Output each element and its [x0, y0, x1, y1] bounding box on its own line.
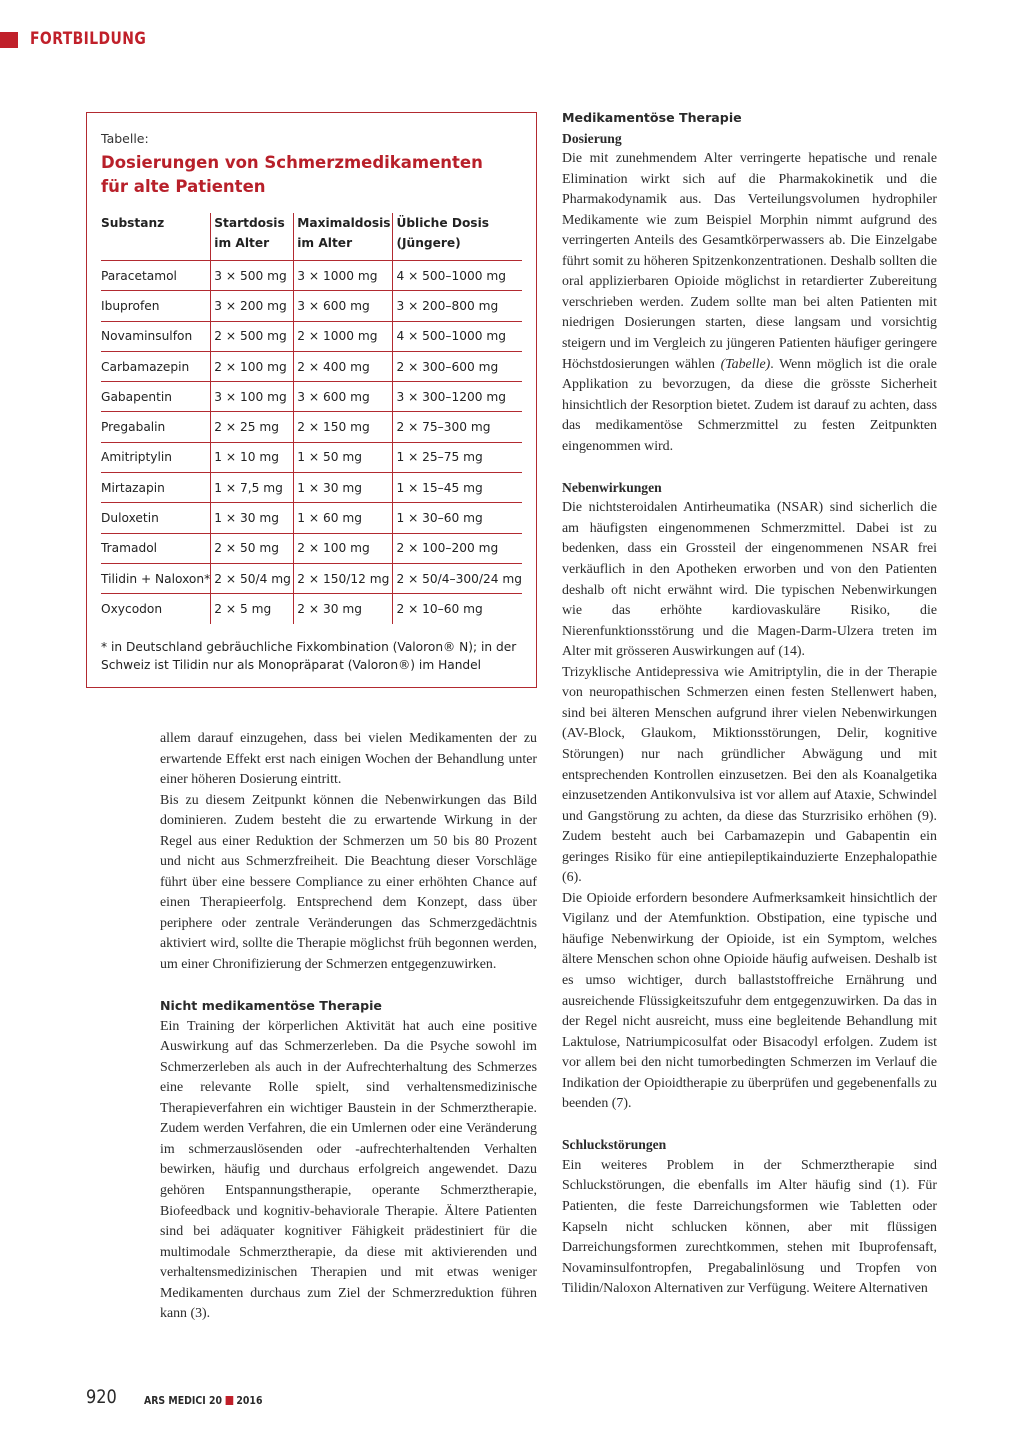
- paragraph: Trizyklische Antidepressiva wie Amitriptylin, die in der Therapie von neuropathischen Schmerzen einen festen Stellenwert haben, sind bei älteren Menschen aufgrund ihrer vielen Nebenwirkungen (AV-Block, Glaukom, Miktionsstörungen, Delir, kognitive Störungen) nur nach gründlicher Abwägung und mit entsprechenden Kontrollen einzusetzen. Bei den als Koanalgetika einzusetzenden Antikonvulsiva ist vor allem auf Ataxie, Schwindel und Gangstörung zu achten, da diese das Sturzrisiko erhöhen (9). Zudem besteht auch bei Carbamazepin und Gabapentin ein geringes Risiko für eine antiepileptikainduzierte Enzephalopathie (6).: [562, 664, 937, 886]
- left-text-column: [160, 729, 537, 1325]
- cell-substanz: Amitriptylin: [101, 442, 211, 472]
- paragraph: Die mit zunehmendem Alter verringerte hepatische und renale Elimination wirkt sich auf die Pharmakokinetik und die Pharmakodynamik aus. Das Verteilungsvolumen hydrophiler Medikamente wie zum Beispiel Morphin nimmt aufgrund des verringerten Anteils des Gesamtkörperwassers ab. Die Einzelgabe führt somit zu höheren Spitzenkonzentrationen. Deshalb sollten die oral applizierbaren Opioide möglichst in retardierter Zubereitung verschrieben werden. Zudem sollte man bei alten Patienten mit niedrigen Dosierungen starten, diese langsam und vorsichtig steigern und im Vergleich zu jüngeren Patienten häufiger geringere Höchstdosierungen wählen (Tabelle). Wenn möglich ist die orale Applikation zu bevorzugen, da diese die grösste Sicherheit hinsichtlich der Resorption bietet. Zudem ist darauf zu achten, dass das medikamentöse Schmerzmittel zu festen Zeitpunkten eingenommen wird.: [562, 151, 937, 454]
- table-footnote: * in Deutschland gebräuchliche Fixkombination (Valoron® N); in der Schweiz ist Tilidin nur als Monopräparat (Valoron®) im Handel: [101, 640, 517, 673]
- cell-startdosis: 1 × 30 mg: [211, 503, 294, 533]
- cell-maximaldosis: 3 × 600 mg: [294, 382, 393, 412]
- table-row: [101, 261, 522, 291]
- table-row: [101, 351, 522, 381]
- table-row: [101, 442, 522, 472]
- subheading-dosierung: Dosierung: [562, 130, 622, 146]
- cell-startdosis: 3 × 200 mg: [211, 291, 294, 321]
- table-row: [101, 533, 522, 563]
- column-header-maximaldosis: Maximaldosis im Alter: [294, 213, 393, 261]
- cell-startdosis: 1 × 10 mg: [211, 442, 294, 472]
- cell-maximaldosis: 2 × 100 mg: [294, 533, 393, 563]
- cell-uebliche-dosis: 1 × 15–45 mg: [393, 473, 522, 503]
- cell-maximaldosis: 3 × 1000 mg: [294, 261, 393, 291]
- table-title-line-2: für alte Patienten: [101, 177, 266, 196]
- dosage-table-box: [86, 112, 537, 688]
- paragraph: allem darauf einzugehen, dass bei vielen Medikamenten der zu erwartende Effekt erst nach einigen Wochen der Behandlung unter einer höheren Dosierung eintritt.: [160, 731, 537, 788]
- cell-uebliche-dosis: 1 × 25–75 mg: [393, 442, 522, 472]
- table-label: Tabelle:: [101, 131, 149, 146]
- cell-maximaldosis: 2 × 30 mg: [294, 594, 393, 624]
- cell-maximaldosis: 1 × 30 mg: [294, 473, 393, 503]
- cell-substanz: Paracetamol: [101, 261, 211, 291]
- cell-startdosis: 2 × 100 mg: [211, 351, 294, 381]
- dosage-table: [101, 213, 522, 624]
- journal-year: 2016: [236, 1394, 263, 1407]
- cell-uebliche-dosis: 4 × 500–1000 mg: [393, 261, 522, 291]
- cell-uebliche-dosis: 2 × 50/4–300/24 mg: [393, 563, 522, 593]
- cell-maximaldosis: 1 × 60 mg: [294, 503, 393, 533]
- journal-name: ARS MEDICI 20: [144, 1394, 222, 1407]
- column-header-substanz: Substanz: [101, 213, 211, 261]
- cell-substanz: Duloxetin: [101, 503, 211, 533]
- section-title: FORTBILDUNG: [30, 29, 147, 49]
- table-reference: (Tabelle): [720, 356, 771, 372]
- table-row: [101, 563, 522, 593]
- cell-startdosis: 2 × 5 mg: [211, 594, 294, 624]
- table-row: [101, 594, 522, 624]
- cell-startdosis: 2 × 500 mg: [211, 321, 294, 351]
- cell-startdosis: 2 × 50 mg: [211, 533, 294, 563]
- cell-substanz: Pregabalin: [101, 412, 211, 442]
- table-row: [101, 321, 522, 351]
- cell-maximaldosis: 2 × 150/12 mg: [294, 563, 393, 593]
- cell-substanz: Novaminsulfon: [101, 321, 211, 351]
- cell-startdosis: 2 × 25 mg: [211, 412, 294, 442]
- cell-startdosis: 3 × 500 mg: [211, 261, 294, 291]
- footer-marker: [225, 1396, 233, 1405]
- cell-substanz: Oxycodon: [101, 602, 163, 617]
- cell-substanz: Carbamazepin: [101, 351, 211, 381]
- table-row: [101, 291, 522, 321]
- cell-uebliche-dosis: 4 × 500–1000 mg: [393, 321, 522, 351]
- right-text-column: [562, 108, 937, 1300]
- header-marker: [0, 32, 18, 48]
- heading-medikamentoese-therapie: Medikamentöse Therapie: [562, 110, 742, 125]
- table-title-line-1: Dosierungen von Schmerzmedikamenten: [101, 153, 483, 172]
- cell-uebliche-dosis: 3 × 300–1200 mg: [393, 382, 522, 412]
- cell-substanz: Ibuprofen: [101, 291, 211, 321]
- table-row: [101, 473, 522, 503]
- table-row: [101, 382, 522, 412]
- page-number: 920: [86, 1386, 117, 1408]
- subheading-nebenwirkungen: Nebenwirkungen: [562, 479, 662, 495]
- paragraph: Die Opioide erfordern besondere Aufmerksamkeit hinsichtlich der Vigilanz und der Atemfunktion. Obstipation, eine typische und häufige Nebenwirkung der Opioide, ist ein Symptom, welches ältere Menschen schon ohne Opioide häufig aufweisen. Deshalb ist es umso wichtiger, durch ballaststoffreiche Ernährung und ausreichende Flüssigkeitszufuhr dem entgegenzuwirken. Da das in der Regel nicht ausreicht, muss eine begleitende Behandlung mit Laktulose, Natriumpicosulfat oder Bisacodyl erfolgen. Zudem ist vor allem bei den nicht tumorbedingten Schmerzen im Verlauf die Indikation der Opioidtherapie zu überprüfen und gegebenenfalls zu beenden (7).: [562, 890, 937, 1112]
- cell-startdosis: 3 × 100 mg: [211, 382, 294, 412]
- cell-substanz: Tilidin + Naloxon*: [101, 563, 211, 593]
- cell-maximaldosis: 2 × 1000 mg: [294, 321, 393, 351]
- table-title: [101, 151, 522, 199]
- table-header-row: [101, 213, 522, 261]
- journal-footer: [144, 1394, 262, 1407]
- paragraph: Bis zu diesem Zeitpunkt können die Nebenwirkungen das Bild dominieren. Zudem besteht die zu erwartende Wirkung in der Regel aus einer Reduktion der Schmerzen um 50 bis 80 Prozent und nicht aus Schmerzfreiheit. Die Beachtung dieser Vorschläge führt über eine bessere Compliance zu einer erhöhten Chance auf einen Therapieerfolg. Entsprechend dem Konzept, dass über periphere oder zentrale Veränderungen das Schmerzgedächtnis aktiviert wird, sollte die Therapie möglichst früh begonnen werden, um einer Chronifizierung der Schmerzen entgegenzuwirken.: [160, 792, 537, 973]
- table-row: [101, 503, 522, 533]
- subheading-schluckstoerungen: Schluckstörungen: [562, 1137, 667, 1153]
- cell-uebliche-dosis: 2 × 100–200 mg: [393, 533, 522, 563]
- table-row: [101, 412, 522, 442]
- cell-uebliche-dosis: 3 × 200–800 mg: [393, 291, 522, 321]
- cell-maximaldosis: 3 × 600 mg: [294, 291, 393, 321]
- cell-substanz: Tramadol: [101, 533, 211, 563]
- cell-startdosis: 2 × 50/4 mg: [211, 563, 294, 593]
- paragraph: Ein weiteres Problem in der Schmerztherapie sind Schluckstörungen, die ebenfalls im Alter häufig sind (1). Für Patienten, die feste Darreichungsformen wie Tabletten oder Kapseln nicht schlucken können, aber mit flüssigen Darreichungsformen zurechtkommen, stehen mit Ibuprofensaft, Novaminsulfontropfen, Pregabalinlösung und Tropfen von Tilidin/Naloxon Alternativen zur Verfügung. Weitere Alternativen: [562, 1157, 937, 1297]
- cell-maximaldosis: 2 × 400 mg: [294, 351, 393, 381]
- column-header-uebliche-dosis: Übliche Dosis (Jüngere): [393, 213, 522, 261]
- cell-uebliche-dosis: 2 × 300–600 mg: [393, 351, 522, 381]
- heading-nicht-medikamentoese-therapie: Nicht medikamentöse Therapie: [160, 998, 382, 1014]
- cell-uebliche-dosis: 1 × 30–60 mg: [393, 503, 522, 533]
- column-header-startdosis: Startdosis im Alter: [211, 213, 294, 261]
- cell-uebliche-dosis: 2 × 10–60 mg: [393, 594, 522, 624]
- paragraph: Ein Training der körperlichen Aktivität hat auch eine positive Auswirkung auf das Schmerzerleben. Da die Psyche sowohl im Schmerzerleben als auch in der Aufrechterhaltung des Schmerzes eine relevante Rolle spielt, sind verhaltensmedizinische Therapieverfahren ein wichtiger Baustein in der Schmerztherapie. Zudem werden Verfahren, die ein Umlernen oder eine Veränderung im schmerzauslösenden oder -aufrechterhaltenden Verhalten bewirken, häufig und durchaus erfolgreich angewendet. Dazu gehören Entspannungstherapie, operante Schmerztherapie, Biofeedback und kognitiv-behaviorale Therapie. Ältere Patienten sind bei adäquater kognitiver Fähigkeit prädestiniert für die multimodale Schmerztherapie, da diese mit aktivierenden und verhaltensmedizinischen Therapien und mit etwas weniger Medikamenten durchaus zum Ziel der Schmerzreduktion führen kann (3).: [160, 1018, 537, 1322]
- cell-maximaldosis: 2 × 150 mg: [294, 412, 393, 442]
- cell-maximaldosis: 1 × 50 mg: [294, 442, 393, 472]
- cell-startdosis: 1 × 7,5 mg: [211, 473, 294, 503]
- cell-substanz: Mirtazapin: [101, 473, 211, 503]
- paragraph: Die nichtsteroidalen Antirheumatika (NSAR) sind sicherlich die am häufigsten eingenommenen Schmerzmittel. Dabei ist zu bedenken, dass ein Grossteil der eingenommenen NSAR frei verkäuflich in den Apotheken erworben und von den Patienten deshalb oft nicht erwähnt wird. Die typischen Nebenwirkungen wie das erhöhte kardiovaskuläre Risiko, die Nierenfunktionsstörung und die Magen-Darm-Ulzera treten im Alter mit grösseren Auswirkungen auf (14).: [562, 500, 937, 660]
- cell-uebliche-dosis: 2 × 75–300 mg: [393, 412, 522, 442]
- cell-substanz: Gabapentin: [101, 382, 211, 412]
